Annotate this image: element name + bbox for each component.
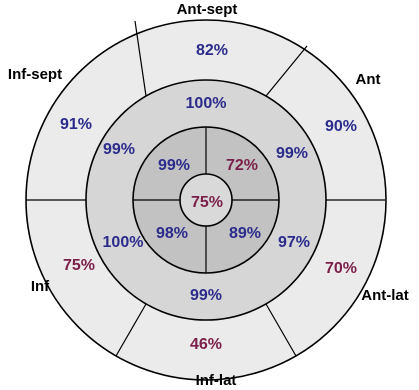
label-ant-sept: Ant-sept [176,1,238,18]
mid-inf-value: 100% [102,234,144,251]
mid-ant-sept-value: 100% [185,95,227,112]
apical-septal-value: 99% [157,157,191,174]
label-ant: Ant [355,71,381,88]
apex-value: 75% [190,194,224,211]
apical-ant-value: 72% [225,157,259,174]
apical-inf-value: 98% [155,225,189,242]
label-inf-lat: Inf-lat [195,372,237,389]
mid-inf-lat-value: 99% [189,287,223,304]
label-inf: Inf [30,278,50,295]
basal-inf-sept-value: 91% [59,116,93,133]
basal-inf-lat-value: 46% [189,336,223,353]
basal-ant-value: 90% [324,118,358,135]
mid-ant-lat-value: 97% [277,234,311,251]
apical-lat-value: 89% [228,225,262,242]
label-ant-lat: Ant-lat [361,287,409,304]
label-inf-sept: Inf-sept [7,66,63,83]
mid-ant-value: 99% [275,145,309,162]
basal-inf-value: 75% [62,257,96,274]
basal-ant-sept-value: 82% [195,42,229,59]
mid-inf-sept-value: 99% [102,141,136,158]
basal-ant-lat-value: 70% [324,260,358,277]
